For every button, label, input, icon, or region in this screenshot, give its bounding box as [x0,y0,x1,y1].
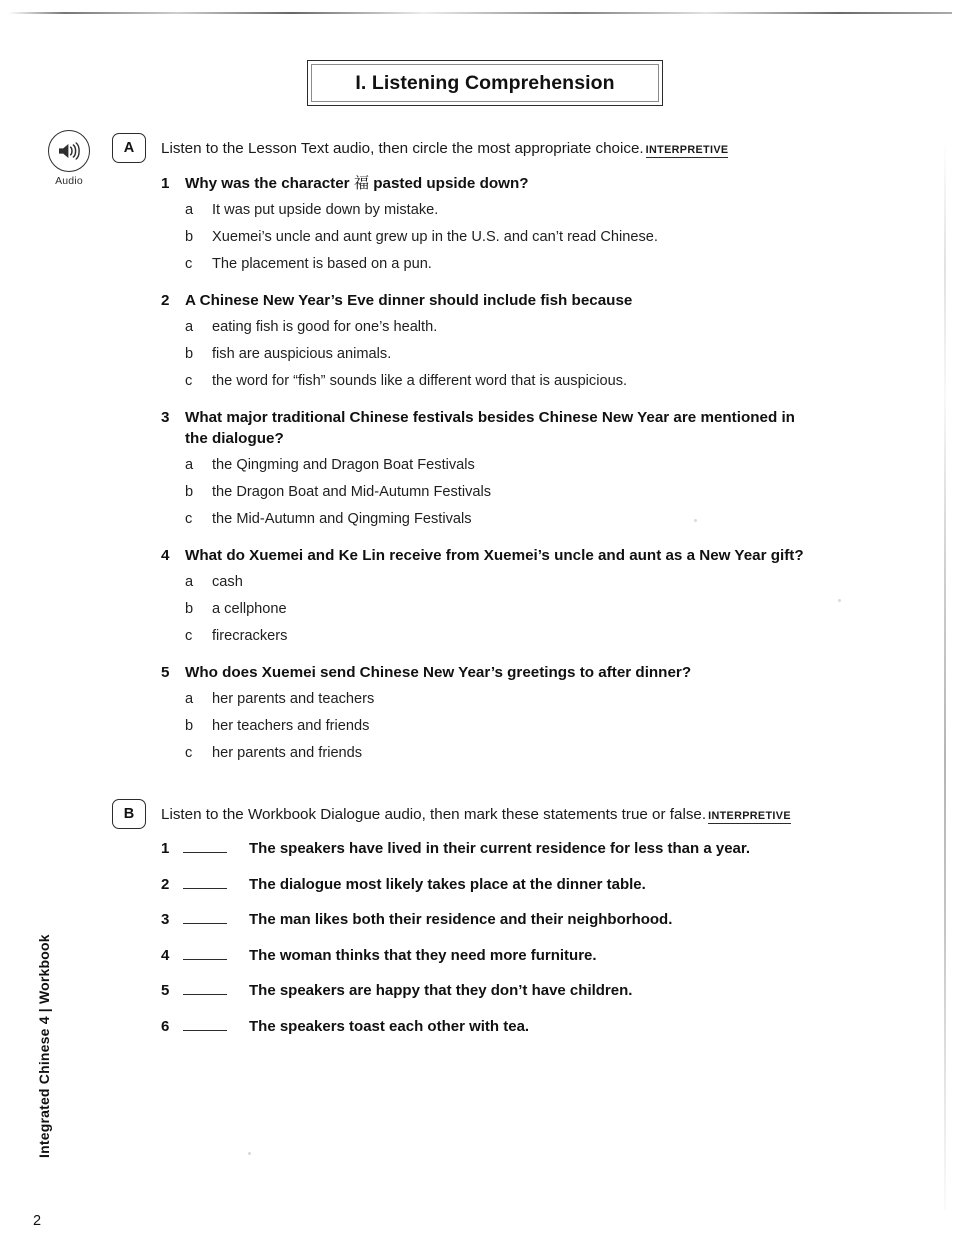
option-letter: a [185,318,194,335]
answer-blank[interactable] [183,840,227,853]
option-letter: c [185,511,193,528]
option-letter: b [185,345,194,362]
option-row[interactable] [161,317,861,337]
option-row[interactable] [161,200,861,220]
option-letter: b [185,601,194,618]
statement-text: The speakers have lived in their current residence for less than a year. [249,840,751,857]
question-item [161,290,861,391]
statement-row [161,840,861,857]
question-stem [161,545,861,567]
option-letter: c [185,745,193,762]
question-number: 2 [161,291,170,309]
question-number: 1 [161,175,170,192]
speaker-audio-icon [48,130,90,172]
option-letter: c [185,255,193,272]
exercise-a-instruction-text: Listen to the Lesson Text audio, then circle the most appropriate choice. [161,140,644,157]
scan-edge-right [944,140,946,1210]
option-text: It was put upside down by mistake. [212,201,439,218]
option-letter: c [185,628,193,645]
option-letter: b [185,718,194,735]
running-foot-spine: Integrated Chinese 4 | Workbook [36,934,52,1158]
question-text [185,173,861,195]
exercise-a-instruction [161,140,728,157]
statement-row [161,911,861,928]
statement-number: 3 [161,911,170,928]
page-title: I. Listening Comprehension [355,71,615,94]
statement-text: The man likes both their residence and their neighborhood. [249,911,673,928]
option-text: the word for “fish” sounds like a different word that is auspicious. [212,372,628,389]
option-text: the Dragon Boat and Mid-Autumn Festivals [212,484,492,501]
question-text: Who does Xuemei send Chinese New Year’s greetings to after dinner? [185,664,692,682]
statement-row [161,947,861,964]
option-row[interactable] [161,689,861,709]
option-row[interactable] [161,455,861,475]
option-letter: a [185,201,194,218]
option-row[interactable] [161,743,861,763]
answer-blank[interactable] [183,911,227,924]
option-text: her parents and teachers [212,690,375,707]
question-item [161,662,861,763]
option-row[interactable] [161,509,861,529]
option-list [161,200,861,274]
option-text: Xuemei’s uncle and aunt grew up in the U.S. and can’t read Chinese. [212,228,658,245]
option-text: cash [212,574,243,591]
scan-edge-top [8,12,952,14]
statement-text: The speakers are happy that they don’t have children. [249,982,633,999]
statement-row [161,876,861,893]
chinese-character: 福 [353,174,370,192]
scan-speck [248,1152,251,1155]
question-item [161,173,861,274]
question-item [161,407,861,530]
section-title-banner [307,60,663,106]
statement-number: 5 [161,982,170,999]
statement-number: 4 [161,946,170,964]
answer-blank[interactable] [183,947,227,960]
statement-row [161,1018,861,1035]
option-list [161,572,861,646]
question-text: What do Xuemei and Ke Lin receive from Xuemei’s uncle and aunt as a New Year gift? [185,547,804,565]
mode-tag-interpretive: INTERPRETIVE [708,810,791,822]
exercise-marker-b: B [112,799,146,829]
question-stem [161,173,861,195]
option-text: The placement is based on a pun. [212,255,432,272]
option-text: the Qingming and Dragon Boat Festivals [212,457,475,474]
option-row[interactable] [161,344,861,364]
question-stem [161,662,861,684]
answer-blank[interactable] [183,1018,227,1031]
question-number: 5 [161,664,170,682]
option-text: firecrackers [212,628,288,645]
option-list [161,317,861,391]
option-row[interactable] [161,482,861,502]
question-text: What major traditional Chinese festivals besides Chinese New Year are mentioned in the dialogue? [185,408,795,448]
statement-number: 6 [161,1017,170,1035]
option-letter: a [185,574,194,591]
question-text-part: Why was the character [185,175,354,192]
question-text-part: pasted upside down? [369,175,529,192]
statement-number: 2 [161,875,170,893]
question-stem [161,290,861,312]
option-row[interactable] [161,572,861,592]
option-letter: a [185,457,194,474]
option-letter: b [185,228,194,245]
statement-text: The speakers toast each other with tea. [249,1017,530,1035]
option-text: her teachers and friends [212,718,370,735]
answer-blank[interactable] [183,876,227,889]
option-row[interactable] [161,227,861,247]
answer-blank[interactable] [183,982,227,995]
audio-label: Audio [55,175,83,187]
question-text: A Chinese New Year’s Eve dinner should include fish because [185,291,633,309]
option-text: the Mid-Autumn and Qingming Festivals [212,511,472,528]
option-text: fish are auspicious animals. [212,345,392,362]
question-number: 4 [161,547,170,565]
question-item [161,545,861,646]
statement-text: The woman thinks that they need more furniture. [249,946,597,964]
exercise-marker-a: A [112,133,146,163]
statement-row [161,982,861,999]
option-row[interactable] [161,716,861,736]
mode-tag-interpretive: INTERPRETIVE [645,144,729,156]
option-row[interactable] [161,371,861,391]
option-letter: b [185,484,194,501]
option-row[interactable] [161,254,861,274]
page-number: 2 [33,1213,42,1229]
question-number: 3 [161,408,170,426]
option-letter: a [185,690,194,707]
option-row[interactable] [161,599,861,619]
option-list [161,689,861,763]
option-text: a cellphone [212,601,287,618]
true-false-list [161,840,861,1053]
question-stem [161,407,861,450]
option-list [161,455,861,529]
option-text: her parents and friends [212,745,363,762]
exercise-b-instruction-text: Listen to the Workbook Dialogue audio, then mark these statements true or false. [161,806,707,823]
statement-text: The dialogue most likely takes place at the dinner table. [249,875,646,893]
option-row[interactable] [161,626,861,646]
exercise-b-instruction [161,806,791,823]
statement-number: 1 [161,840,170,857]
option-text: eating fish is good for one’s health. [212,318,438,335]
option-letter: c [185,372,193,389]
audio-badge [46,130,92,187]
multiple-choice-list [161,173,861,779]
